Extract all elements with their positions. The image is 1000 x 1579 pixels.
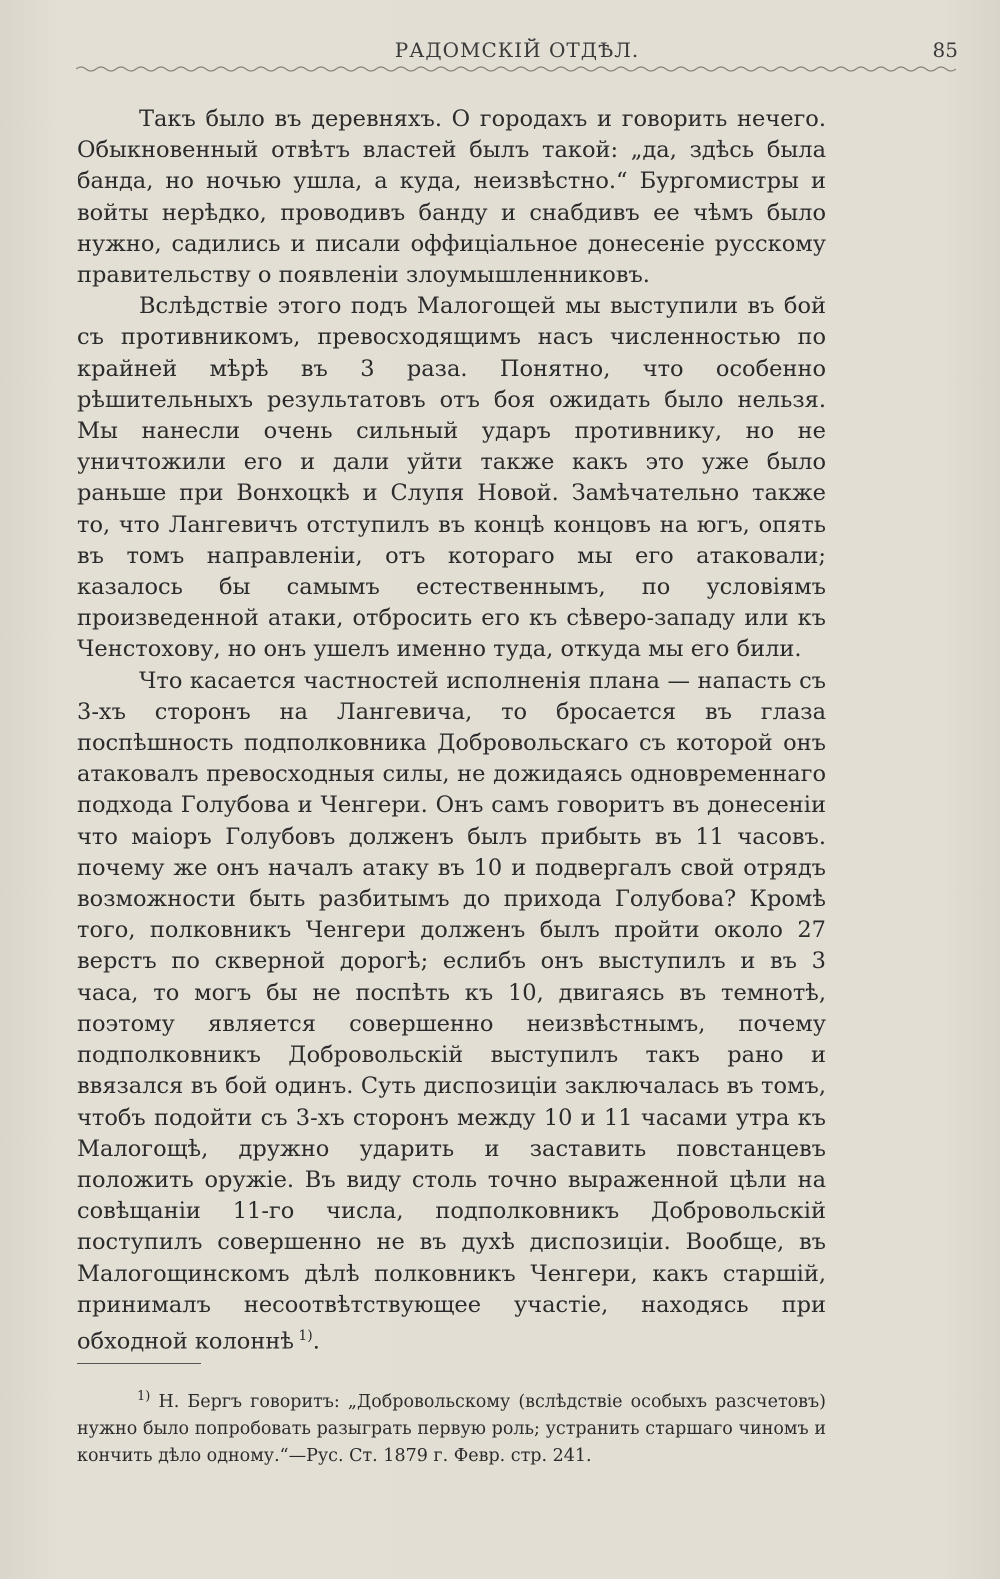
paragraph-3-end-punct: . xyxy=(312,1328,320,1355)
body-text xyxy=(77,104,826,1358)
paragraph-3 xyxy=(77,666,826,1358)
footnote-reference: 1) xyxy=(298,1327,313,1344)
paragraph-1: Такъ было въ деревняхъ. О городахъ и говорить нечего. Обыкновенный отвѣтъ властей былъ такой: „да, здѣсь была банда, но ночью ушла, а куда, неизвѣстно.“ Бургомистры и войты нерѣдко, проводивъ банду и снабдивъ ее чѣмъ было нужно, садились и писали оффиціальное донесеніе русскому правительству о появленіи злоумышленниковъ. xyxy=(77,106,826,289)
page-number: 85 xyxy=(932,38,958,62)
footnote-separator xyxy=(77,1363,201,1364)
footnote-marker: 1) xyxy=(137,1389,151,1404)
running-title: РАДОМСКІЙ ОТДѢЛ. xyxy=(394,38,640,62)
paragraph-3-text: Что касается частностей исполненія плана — напасть съ 3-хъ сторонъ на Лангевича, то бросается въ глаза поспѣшность подполковника Добровольскаго съ которой онъ атаковалъ превосходныя силы, не дожидаясь одновременнаго подхода Голубова и Ченгери. Онъ самъ говоритъ въ донесеніи что маіоръ Голубовъ долженъ былъ прибыть въ 11 часовъ. почему же онъ началъ атаку въ 10 и подвергалъ свой отрядъ возможности быть разбитымъ до прихода Голубова? Кромѣ того, полковникъ Ченгери долженъ былъ пройти около 27 верстъ по скверной дорогѣ; еслибъ онъ выступилъ и въ 3 часа, то могъ бы не поспѣть къ 10, двигаясь въ темнотѣ, поэтому является совершенно неизвѣстнымъ, почему подполковникъ Добровольскій выступилъ такъ рано и ввязался въ бой одинъ. Суть диспозиціи заключалась въ томъ, чтобъ подойти съ 3-хъ сторонъ между 10 и 11 часами утра къ Малогощѣ, дружно ударить и заставить повстанцевъ положить оружіе. Въ виду столь точно выраженной цѣли на совѣщаніи 11-го числа, подполковникъ Добровольскій поступилъ совершенно не въ духѣ диспозиціи. Вообще, въ Малогощинскомъ дѣлѣ полковникъ Ченгери, какъ старшій, принималъ несоотвѣтствующее участіе, находясь при обходной колоннѣ xyxy=(77,667,826,1355)
paragraph-2: Вслѣдствіе этого подъ Малогощей мы выступили въ бой съ противникомъ, превосходящимъ насъ численностью по крайней мѣрѣ въ 3 раза. Понятно, что особенно рѣшительныхъ результатовъ отъ боя ожидать было нельзя. Мы нанесли очень сильный ударъ противнику, но не уничтожили его и дали уйти также какъ это уже было раньше при Вонхоцкѣ и Слупя Новой. Замѣчательно также то, что Лангевичъ отступилъ въ концѣ концовъ на югъ, опять въ томъ направленіи, отъ котораго мы его атаковали; казалось бы самымъ естественнымъ, по условіямъ произведенной атаки, отбросить его къ сѣверо-западу или къ Ченстохову, но онъ ушелъ именно туда, откуда мы его били. xyxy=(77,293,826,663)
header-wavy-rule xyxy=(76,62,956,76)
footnote-text: Н. Бергъ говоритъ: „Добровольскому (вслѣдствіе особыхъ разсчетовъ) нужно было попробовать разыграть первую роль; устранить старшаго чиномъ и кончить дѣло одному.“—Рус. Ст. 1879 г. Февр. стр. 241. xyxy=(77,1391,826,1466)
footnote xyxy=(77,1383,826,1470)
